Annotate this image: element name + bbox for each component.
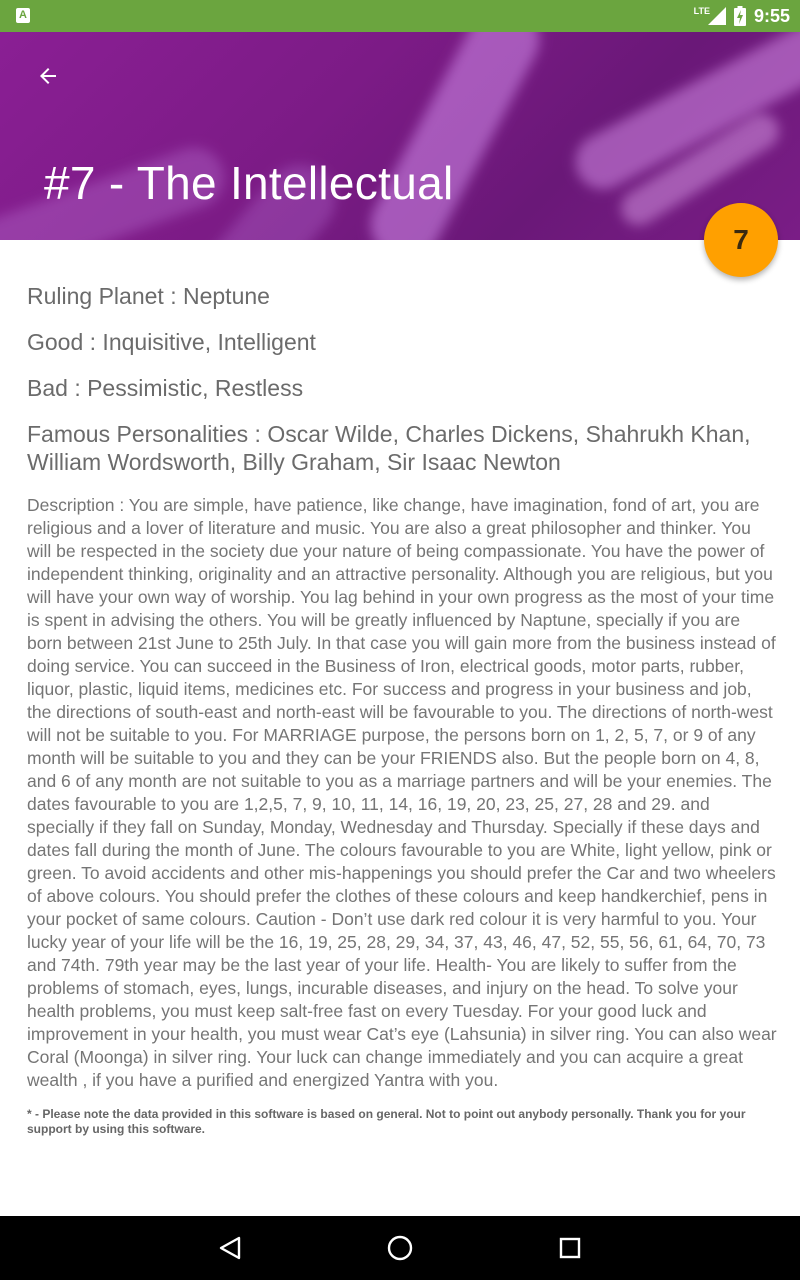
network-type: LTE bbox=[693, 6, 710, 16]
square-recents-icon bbox=[558, 1236, 582, 1260]
circle-home-icon bbox=[386, 1234, 414, 1262]
battery-charging-icon bbox=[734, 6, 746, 26]
page-title: #7 - The Intellectual bbox=[44, 157, 454, 209]
famous-personalities: Famous Personalities : Oscar Wilde, Charles Dickens, Shahrukh Khan, William Wordsworth, Billy Graham, Sir Isaac Newton bbox=[27, 421, 751, 475]
status-bar bbox=[0, 0, 800, 32]
back-button[interactable] bbox=[28, 56, 68, 96]
good-traits: Good : Inquisitive, Intelligent bbox=[27, 329, 316, 355]
nav-home-button[interactable] bbox=[384, 1232, 416, 1264]
description: Description : You are simple, have patience, like change, have imagination, fond of art, you are religious and a lover of literature and music. You are also a great philosopher and thinker. You will be respected in the society due your nature of being compassionate. You have the power of independent thinking, originality and an attractive personality. Although you are religious, but you will have your own way of worship. You lag behind in your own progress as the most of your time is spent in advising the others. You will be greatly influenced by Naptune, specially if you are born between 21st June to 25th July. In that case you will gain more from the business instead of doing service. You can succeed in the Business of Iron, electrical goods, motor parts, rubber, liquor, plastic, liquid items, medicines etc. For success and progress in your business and job, the directions of south-east and north-east will be favourable to you. The directions of north-west will not be suitable to you. For MARRIAGE purpose, the persons born on 1, 2, 5, 7, or 9 of any month will be suitable to you and they can be your FRIENDS also. But the people born on 4, 8, and 6 of any month are not suitable to you as a marriage partners and will be your enemies. The dates favourable to you are 1,2,5, 7, 9, 10, 11, 14, 16, 19, 20, 23, 25, 27, 28 and 29. and specially if they fall on Sunday, Monday, Wednesday and Thursday. Specially if these days and dates fall during the month of June. The colours favourable to you are White, light yellow, pink or green. To avoid accidents and other mis-happenings you should prefer the Car and two wheelers of above colours. You should prefer the clothes of these colours and keep handkerchief, pens in your pocket of same colours. Caution - Don’t use dark red colour it is very harmful to you. Your lucky year of your life will be the 16, 19, 25, 28, 29, 34, 37, 43, 46, 47, 52, 55, 56, 61, 64, 70, 73 and 74th. 79th year may be the last year of your life. Health- You are likely to suffer from the problems of stomach, eyes, lungs, incurable diseases, and injury on the head. To solve your health problems, you must keep salt-free fast on every Tuesday. For your good luck and improvement in your health, you must wear Cat’s eye (Lahsunia) in silver ring. You can also wear Coral (Moonga) in silver ring. Your luck can change immediately and you can acquire a great wealth , if you have a purified and energized Yantra with you. bbox=[27, 495, 777, 1090]
nav-back-button[interactable] bbox=[214, 1232, 246, 1264]
app-bar bbox=[0, 32, 800, 240]
nav-recents-button[interactable] bbox=[554, 1232, 586, 1264]
clock: 9:55 bbox=[753, 5, 790, 26]
number-badge-button[interactable]: 7 bbox=[704, 203, 778, 277]
details-content bbox=[27, 282, 777, 1137]
status-indicators bbox=[694, 0, 790, 32]
triangle-back-icon bbox=[217, 1235, 243, 1261]
app-notification-icon: A bbox=[16, 8, 30, 23]
bad-traits: Bad : Pessimistic, Restless bbox=[27, 375, 304, 401]
disclaimer: * - Please note the data provided in this software is based on general. Not to point out anybody personally. Thank you for your support by using this software. bbox=[27, 1107, 746, 1136]
arrow-left-icon bbox=[36, 64, 60, 88]
ruling-planet: Ruling Planet : Neptune bbox=[27, 283, 270, 309]
navigation-bar bbox=[0, 1216, 800, 1280]
